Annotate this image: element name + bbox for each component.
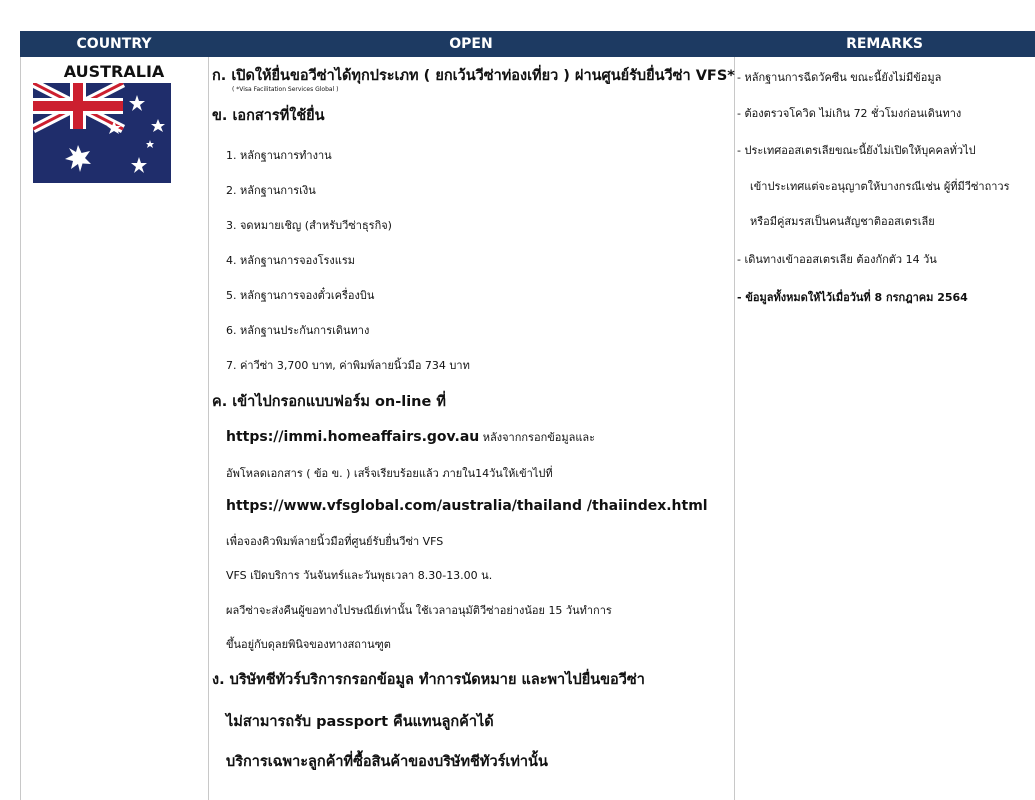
section-a-title: ก. เปิดให้ยื่นขอวีซ่าได้ทุกประเภท ( ยกเว้นวีซ่าท่องเที่ยว ) ผ่านศูนย์รับยื่นวีซ่า VFS* <box>212 68 735 84</box>
document-item: 4. หลักฐานการจองโรงแรม <box>226 254 356 267</box>
document-item: 3. จดหมายเชิญ (สำหรับวีซ่าธุรกิจ) <box>226 219 392 232</box>
header-open: OPEN <box>449 36 493 52</box>
column-border-left <box>20 57 21 800</box>
immi-link-line <box>226 428 595 446</box>
section-b-title: ข. เอกสารที่ใช้ยื่น <box>212 108 325 124</box>
remark-item: - ประเทศออสเตรเลียขณะนี้ยังไม่เปิดให้บุคคลทั่วไป <box>737 144 976 157</box>
header-country: COUNTRY <box>76 36 152 52</box>
vfs-link[interactable]: https://www.vfsglobal.com/australia/thailand /thaiindex.html <box>226 498 708 514</box>
document-item: 7. ค่าวีซ่า 3,700 บาท, ค่าพิมพ์ลายนิ้วมือ 734 บาท <box>226 359 470 372</box>
header-remarks: REMARKS <box>846 36 923 52</box>
immi-link[interactable]: https://immi.homeaffairs.gov.au <box>226 429 480 445</box>
section-a-note: ( *Visa Facilitation Services Global ) <box>232 86 339 93</box>
section-d-title: ง. บริษัทชีทัวร์บริการกรอกข้อมูล ทำการนัดหมาย และพาไปยื่นขอวีซ่า <box>212 672 645 688</box>
immi-link-after: หลังจากกรอกข้อมูลและ <box>479 431 596 444</box>
australia-flag-icon <box>33 83 171 183</box>
column-divider-2 <box>734 57 735 800</box>
remark-item-continued: หรือมีคู่สมรสเป็นคนสัญชาติออสเตรเลีย <box>750 215 935 228</box>
remark-item-continued: เข้าประเทศแต่จะอนุญาตให้บางกรณีเช่น ผู้ที่มีวีซ่าถาวร <box>750 180 1010 193</box>
result-text: ผลวีซ่าจะส่งคืนผู้ขอทางไปรษณีย์เท่านั้น ใช้เวลาอนุมัติวีซ่าอย่างน้อย 15 วันทำการ <box>226 604 612 617</box>
column-divider-1 <box>208 57 209 800</box>
result-text-2: ขึ้นอยู่กับดุลยพินิจของทางสถานฑูต <box>226 638 391 651</box>
no-passport-text: ไม่สามารถรับ passport คืนแทนลูกค้าได้ <box>226 714 494 730</box>
document-item: 6. หลักฐานประกันการเดินทาง <box>226 324 370 337</box>
remark-item: - หลักฐานการฉีดวัคซีน ขณะนี้ยังไม่มีข้อมูล <box>737 71 942 84</box>
document-item: 5. หลักฐานการจองตั๋วเครื่องบิน <box>226 289 375 302</box>
document-item: 2. หลักฐานการเงิน <box>226 184 316 197</box>
section-c-title: ค. เข้าไปกรอกแบบฟอร์ม on-line ที่ <box>212 394 446 410</box>
upload-text: อัพโหลดเอกสาร ( ข้อ ข. ) เสร็จเรียบร้อยแล้ว ภายใน14วันให้เข้าไปที่ <box>226 467 553 480</box>
table-header <box>20 31 1035 57</box>
vfs-hours: VFS เปิดบริการ วันจันทร์และวันพุธเวลา 8.30-13.00 น. <box>226 569 493 582</box>
remark-item: - ต้องตรวจโควิด ไม่เกิน 72 ชั่วโมงก่อนเดินทาง <box>737 107 962 120</box>
service-only-text: บริการเฉพาะลูกค้าที่ซื้อสินค้าของบริษัทชีทัวร์เท่านั้น <box>226 754 548 770</box>
remark-item: - เดินทางเข้าออสเตรเลีย ต้องกักตัว 14 วัน <box>737 253 937 266</box>
document-item: 1. หลักฐานการทำงาน <box>226 149 332 162</box>
country-name: AUSTRALIA <box>63 62 165 81</box>
remark-item-date: - ข้อมูลทั้งหมดให้ไว้เมื่อวันที่ 8 กรกฎาคม 2564 <box>737 291 968 304</box>
booking-text: เพื่อจองคิวพิมพ์ลายนิ้วมือที่ศูนย์รับยื่นวีซ่า VFS <box>226 535 444 548</box>
